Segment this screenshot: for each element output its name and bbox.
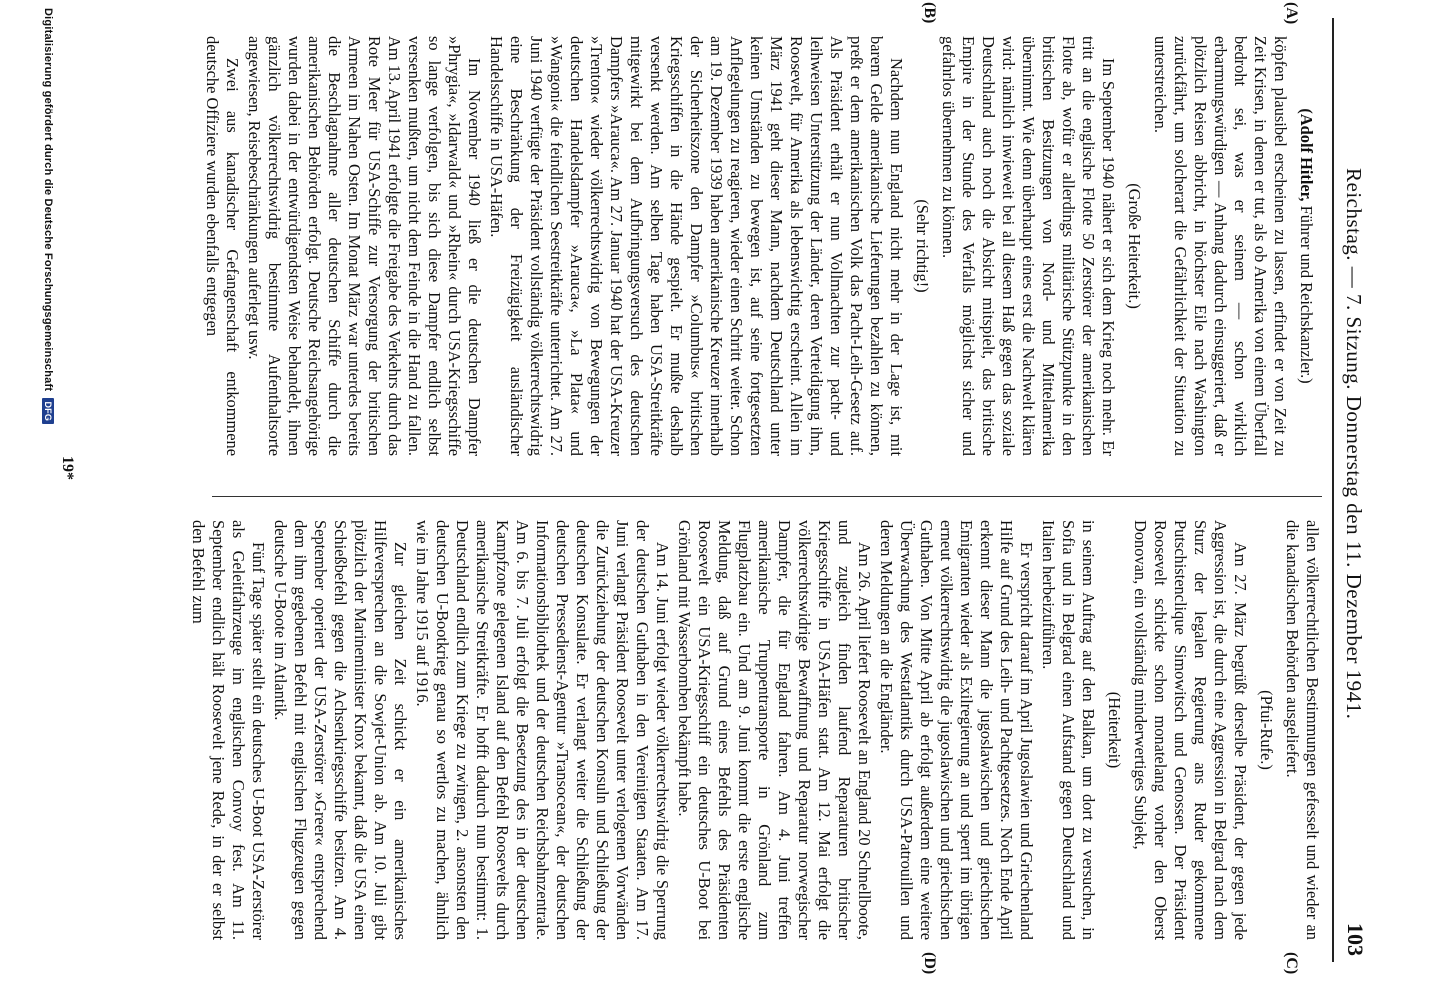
paragraph: köpfen plausibel erscheinen zu lassen, erfindet er von Zeit zu Zeit Krisen, in denen er tut, als ob Amerika von einem Überfall bedroht sei, was er seinem — schon wirklich erbarmungswürdigen — Anhang dadurch einsuggeriert, daß er plötzlich Reisen abbricht, in höchster Eile nach Washington zurückfährt, um solcherart die Gefährlichkeit der Situation zu unterstreichen. — [1151, 36, 1290, 456]
margin-marker-d: (D) — [921, 952, 938, 975]
reaction: (Große Heiterkeit.) — [1125, 183, 1144, 309]
page-header — [1336, 18, 1370, 962]
header-rule — [1332, 18, 1334, 962]
paragraph: in seinem Auftrag auf den Balkan, um dort zu versuchen, in Sofia und in Belgrad einen Aufstand gegen Deutschland und Italien herbeizuführen. — [1039, 520, 1098, 940]
left-column — [202, 36, 1322, 456]
speaker-role: Führer und Reichskanzler.) — [1297, 205, 1316, 384]
paragraph: Zur gleichen Zeit schickt er ein amerikanisches Hilfeversprechen an die Sowjet-Union ab. Am 10. Juli gibt plötzlich der Marineminister Knox bekannt, daß die USA einen Schießbefehl gegen die Achsenkriegsschiffe besitzen. Am 4. September operiert der USA-Zerstörer »Greer« entsprechend dem ihm gegebenen Befehl mit englischen Flugzeugen gegen deutsche U-Boote im Atlantik. — [271, 520, 410, 940]
reaction: (Pfui-Rufe.) — [1257, 690, 1276, 770]
paragraph: allen völkerrechtlichen Bestimmungen gefesselt und wieder an die kanadischen Behörden ausgeliefert. — [1283, 520, 1322, 940]
dfg-logo: DFG — [42, 398, 54, 424]
column-separator — [212, 496, 1322, 497]
paragraph: Nachdem nun England nicht mehr in der Lage ist, mit barem Gelde amerikanische Lieferungen bezahlen zu können, preßt er dem amerikanischen Volk das Pacht-Leih-Gesetz auf. Als Präsident erhält er nun Vollmachten zur pacht- und leihweisen Unterstützung der Länder, deren Verteidigung ihm, Roosevelt, für Amerika als lebenswichtig erscheint. Allein im März 1941 geht dieser Mann, nachdem Deutschland unter keinen Umständen zu bewegen ist, auf seine fortgesetzten Anflegelungen zu reagieren, wieder einen Schritt weiter. Schon am 19. Dezember 1939 haben amerikanische Kreuzer innerhalb der Sicherheitszone den Dampfer »Columbus« britischen Kriegsschiffen in die Hände gespielt. Er mußte deshalb versenkt werden. Am selben Tage haben USA-Streitkräfte mitgewirkt bei dem Aufbringungsversuch des deutschen Dampfers »Arauca«. Am 27. Januar 1940 hat der USA-Kreuzer »Trenton« wieder völkerrechtswidrig von Bewegungen der deutschen Handelsdampfer »Arauca«, »La Plata« und »Wangoni« die feindlichen Seestreitkräfte unterrichtet. Am 27. Juni 1940 verfügte der Präsident vollständig völkerrechtswidrig eine Beschränkung der Freizügigkeit ausländischer Handelsschiffe in USA-Häfen. — [487, 36, 906, 456]
speaker-line — [1296, 36, 1316, 456]
right-column — [189, 520, 1322, 940]
speaker-name: (Adolf Hitler, — [1297, 108, 1316, 202]
paragraph: Am 14. Juni erfolgt wieder völkerrechtswidrig die Sperrung der deutschen Guthaben in den Vereinigten Staaten. Am 17. Juni verlangt Präsident Roosevelt unter verlogenen Vorwänden die Zurückziehung der deutschen Konsuln und Schließung der deutschen Konsulate. Er verlangt weiter die Schließung der deutschen Pressedienst-Agentur »Transocean«, der deutschen Informationsbibliothek und der deutschen Reichsbahnzentrale. Am 6. bis 7. Juli erfolgt die Besetzung des in der deutschen Kampfzone gelegenen Island auf den Befehl Roosevelts durch amerikanische Streitkräfte. Er hofft dadurch nun bestimmt: 1. Deutschland endlich zum Kriege zu zwingen, 2. ansonsten den deutschen U-Bootkrieg genau so wertlos zu machen, ähnlich wie im Jahre 1915 auf 1916. — [413, 520, 672, 940]
digitization-credit — [42, 8, 54, 958]
header-title: Reichstag. — 7. Sitzung. Donnerstag den 11. Dezember 1941. — [1342, 168, 1366, 720]
margin-marker-c: (C) — [1283, 952, 1300, 975]
paragraph: Am 26. April liefert Roosevelt an England 20 Schnellboote, und zugleich finden laufend Reparaturen britischer Kriegsschiffe in USA-Häfen statt. Am 12. Mai erfolgt die völkerrechtswidrige Bewaffnung und Reparatur norwegischer Dampfer, die für England fahren. Am 4. Juni treffen amerikanische Truppentransporte in Grönland zum Flugplatzbau ein. Und am 9. Juni kommt die erste englische Meldung, daß auf Grund eines Befehls des Präsidenten Roosevelt ein USA-Kriegsschiff ein deutsches U-Boot bei Grönland mit Wasserbomben bekämpft habe. — [675, 520, 874, 940]
margin-marker-a: (A) — [1283, 2, 1300, 25]
reaction: (Heiterkeit) — [1105, 691, 1124, 769]
page-number: 103 — [1343, 923, 1368, 956]
paragraph: Er verspricht darauf im April Jugoslawien und Griechenland Hilfe auf Grund des Leih- und Pachtgesetzes. Noch Ende April erkennt dieser Mann die jugoslawischen und griechischen Emigranten wieder als Exilregierung an und sperrt im übrigen erneut völkerrechtswidrig die jugoslawischen und griechischen Guthaben. Von Mitte April ab erfolgt außerdem eine weitere Überwachung des Westatlantiks durch USA-Patrouillen und deren Meldungen an die Engländer. — [877, 520, 1036, 940]
signature-mark: 19* — [59, 456, 76, 480]
paragraph: Im November 1940 ließ er die deutschen Dampfer »Phrygia«, »Idarwald« und »Rhein« durch USA-Kriegsschiffe so lange verfolgen, bis sich diese Dampfer endlich selbst versenken mußten, um nicht dem Feinde in die Hand zu fallen. Am 13. April 1941 erfolgte die Freigabe des Verkehrs durch das Rote Meer für USA-Schiffe zur Versorgung der britischen Armeen im Nahen Osten. Im Monat März war unterdes bereits die Beschlagnahme aller deutschen Schiffe durch die amerikanischen Behörden erfolgt. Deutsche Reichsangehörige wurden dabei in der entwürdigendsten Weise behandelt, ihnen gänzlich völkerrechtswidrig bestimmte Aufenthaltsorte angewiesen, Reisebeschränkungen auferlegt usw. — [245, 36, 484, 456]
credit-text: Digitalisierung gefördert durch die Deutsche Forschungsgemeinschaft — [42, 8, 54, 392]
paragraph: Am 27. März begrüßt derselbe Präsident, der gegen jede Aggression ist, die durch eine Aggression in Belgrad nach dem Sturz der legalen Regierung ans Ruder gekommene Putschistenclique Simowitsch und Genossen. Der Präsident Roosevelt schickte schon monatelang vorher den Oberst Donovan, ein vollständig minderwertiges Subjekt, — [1131, 520, 1250, 940]
paragraph: Fünf Tage später stellt ein deutsches U-Boot USA-Zerstörer als Geleitfahrzeuge im englischen Convoy fest. Am 11. September endlich hält Roosevelt jene Rede, in der er selbst den Befehl zum — [189, 520, 268, 940]
paragraph: Zwei aus kanadischer Gefangenschaft entkommene deutsche Offiziere wurden ebenfalls entgegen — [203, 36, 242, 456]
paragraph: Im September 1940 nähert er sich dem Krieg noch mehr. Er tritt an die englische Flotte 50 Zerstörer der amerikanischen Flotte ab, wofür er allerdings militärische Stützpunkte in den britischen Besitzungen von Nord- und Mittelamerika übernimmt. Wie denn überhaupt eines erst die Nachwelt klären wird: nämlich inwieweit bei all diesem Haß gegen das soziale Deutschland auch noch die Absicht mitspielt, das britische Empire in der Stunde des Verfalls möglichst sicher und gefahrlos übernehmen zu können. — [939, 36, 1118, 456]
margin-marker-b: (B) — [921, 2, 938, 24]
reaction: (Sehr richtig!) — [913, 199, 932, 293]
